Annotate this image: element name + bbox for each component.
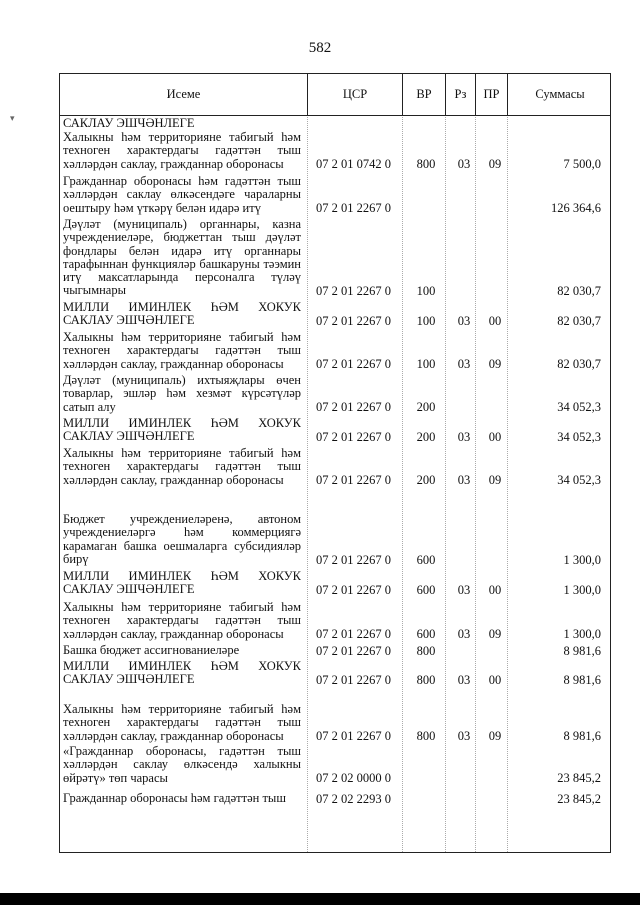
- row-name: МИЛЛИ ИМИНЛЕК ҺӘМ ХОКУК САКЛАУ ЭШЧӘНЛЕГЕ: [63, 416, 301, 444]
- row-csr: 07 2 01 2267 0: [316, 672, 391, 687]
- table-row: [60, 374, 610, 414]
- row-vr: 100: [416, 313, 436, 328]
- row-rz: 03: [457, 672, 471, 687]
- row-rz: 03: [457, 429, 471, 444]
- row-pr: 09: [488, 728, 502, 743]
- row-pr: 09: [488, 626, 502, 641]
- row-pr: 00: [488, 672, 502, 687]
- row-vr: 800: [416, 728, 436, 743]
- row-csr: 07 2 01 2267 0: [316, 429, 391, 444]
- table-row: [60, 644, 610, 658]
- row-pr: 00: [488, 582, 502, 597]
- row-sum: 23 845,2: [557, 791, 601, 806]
- row-vr: 200: [416, 399, 436, 414]
- row-name: Башка бюджет ассигнованиеләре: [63, 643, 240, 657]
- row-sum: 7 500,0: [563, 156, 601, 171]
- row-rz: 03: [457, 356, 471, 371]
- row-csr: 07 2 01 2267 0: [316, 626, 391, 641]
- row-name: МИЛЛИ ИМИНЛЕК ҺӘМ ХОКУК САКЛАУ ЭШЧӘНЛЕГЕ: [63, 659, 301, 687]
- row-name: Халыкны һәм территорияне табигый һәм техноген характердагы гадәттән тыш хәлләрдән саклау, гражданнар оборонасы: [63, 330, 301, 371]
- row-csr: 07 2 02 2293 0: [316, 791, 391, 806]
- row-pr: 09: [488, 356, 502, 371]
- header-name: Исеме: [60, 74, 308, 115]
- budget-table: [59, 73, 611, 853]
- table-row: [60, 792, 610, 806]
- margin-mark: ▾: [10, 113, 15, 123]
- row-sum: 1 300,0: [563, 552, 601, 567]
- row-name: Гражданнар оборонасы һәм гадәттән тыш: [63, 792, 286, 805]
- row-vr: 600: [416, 582, 436, 597]
- row-rz: 03: [457, 313, 471, 328]
- row-pr: 00: [488, 429, 502, 444]
- row-csr: 07 2 01 0742 0: [316, 156, 391, 171]
- row-name: САКЛАУ ЭШЧӘНЛЕГЕ: [63, 116, 195, 130]
- table-row: [60, 131, 610, 171]
- header-sum: Суммасы: [535, 87, 585, 101]
- page-number: 582: [308, 40, 332, 56]
- row-csr: 07 2 01 2267 0: [316, 399, 391, 414]
- row-csr: 07 2 01 2267 0: [316, 552, 391, 567]
- row-sum: 82 030,7: [557, 283, 601, 298]
- row-vr: 600: [416, 552, 436, 567]
- row-name: Халыкны һәм территорияне табигый һәм техноген характердагы гадәттән тыш хәлләрдән саклау, гражданнар оборонасы: [63, 600, 301, 641]
- row-name: Дәүләт (муниципаль) ихтыяҗлары өчен товарлар, эшләр һәм хезмәт күрсәтүләр сатып алу: [63, 373, 301, 414]
- row-rz: 03: [457, 582, 471, 597]
- row-sum: 34 052,3: [557, 429, 601, 444]
- row-sum: 82 030,7: [557, 356, 601, 371]
- row-csr: 07 2 01 2267 0: [316, 356, 391, 371]
- row-csr: 07 2 02 0000 0: [316, 770, 391, 785]
- row-vr: 100: [416, 283, 436, 298]
- row-vr: 200: [416, 472, 436, 487]
- row-sum: 1 300,0: [563, 582, 601, 597]
- table-row: [60, 331, 610, 371]
- row-vr: 800: [416, 643, 436, 658]
- row-name: Бюджет учреждениеләренә, автоном учреждениеләргә һәм коммерциягә карамаган башка оешмаларга субсидияләр бирү: [63, 512, 301, 566]
- row-rz: 03: [457, 156, 471, 171]
- table-row: [60, 218, 610, 298]
- header-vr: ВР: [403, 74, 446, 115]
- row-sum: 34 052,3: [557, 472, 601, 487]
- row-name: Гражданнар оборонасы һәм гадәттән тыш хәлләрдән саклау өлкәсендәге чараларны оештыру һәм үткәрү белән идарә итү: [63, 174, 301, 215]
- row-rz: 03: [457, 472, 471, 487]
- row-name: «Гражданнар оборонасы, гадәттән тыш хәлләрдән саклау өлкәсендә халыкны өйрәтү» төп чарасы: [63, 744, 301, 785]
- row-name: МИЛЛИ ИМИНЛЕК ҺӘМ ХОКУК САКЛАУ ЭШЧӘНЛЕГЕ: [63, 569, 301, 597]
- row-vr: 100: [416, 356, 436, 371]
- row-name: Халыкны һәм территорияне табигый һәм техноген характердагы гадәттән тыш хәлләрдән саклау, гражданнар оборонасы: [63, 446, 301, 487]
- table-row: [60, 117, 610, 131]
- table-row: [60, 175, 610, 215]
- table-row: [60, 417, 610, 444]
- row-csr: 07 2 01 2267 0: [316, 200, 391, 215]
- row-vr: 600: [416, 626, 436, 641]
- table-row: [60, 703, 610, 743]
- row-pr: 09: [488, 472, 502, 487]
- row-name: Дәүләт (муниципаль) органнары, казна учреждениеләре, бюджеттан тыш дәүләт фондлары белән идарә итү органнары тарафыннан функцияләр башкаруны тәэмин итү максатларында персоналга түләү чыгымнары: [63, 217, 301, 298]
- header-csr: ЦСР: [308, 74, 403, 115]
- row-pr: 00: [488, 313, 502, 328]
- table-row: [60, 513, 610, 567]
- row-csr: 07 2 01 2267 0: [316, 313, 391, 328]
- row-vr: 800: [416, 156, 436, 171]
- row-rz: 03: [457, 626, 471, 641]
- row-csr: 07 2 01 2267 0: [316, 283, 391, 298]
- row-name: Халыкны һәм территорияне табигый һәм техноген характердагы гадәттән тыш хәлләрдән саклау, гражданнар оборонасы: [63, 702, 301, 743]
- header-pr: ПР: [476, 74, 508, 115]
- scan-bottom-edge: [0, 893, 640, 905]
- table-row: [60, 660, 610, 687]
- table-row: [60, 301, 610, 328]
- table-row: [60, 447, 610, 487]
- row-name: Халыкны һәм территорияне табигый һәм техноген характердагы гадәттән тыш хәлләрдән саклау, гражданнар оборонасы: [63, 130, 301, 171]
- row-csr: 07 2 01 2267 0: [316, 643, 391, 658]
- row-csr: 07 2 01 2267 0: [316, 728, 391, 743]
- row-sum: 126 364,6: [551, 200, 601, 215]
- row-csr: 07 2 01 2267 0: [316, 582, 391, 597]
- table-header: [60, 74, 610, 116]
- row-vr: 800: [416, 672, 436, 687]
- table-row: [60, 570, 610, 597]
- table-row: [60, 745, 610, 785]
- row-sum: 1 300,0: [563, 626, 601, 641]
- row-pr: 09: [488, 156, 502, 171]
- row-vr: 200: [416, 429, 436, 444]
- row-sum: 8 981,6: [563, 643, 601, 658]
- table-row: [60, 601, 610, 641]
- row-name: МИЛЛИ ИМИНЛЕК ҺӘМ ХОКУК САКЛАУ ЭШЧӘНЛЕГЕ: [63, 300, 301, 328]
- row-rz: 03: [457, 728, 471, 743]
- row-csr: 07 2 01 2267 0: [316, 472, 391, 487]
- row-sum: 8 981,6: [563, 672, 601, 687]
- header-rz: Рз: [446, 74, 476, 115]
- row-sum: 23 845,2: [557, 770, 601, 785]
- row-sum: 34 052,3: [557, 399, 601, 414]
- row-sum: 82 030,7: [557, 313, 601, 328]
- row-sum: 8 981,6: [563, 728, 601, 743]
